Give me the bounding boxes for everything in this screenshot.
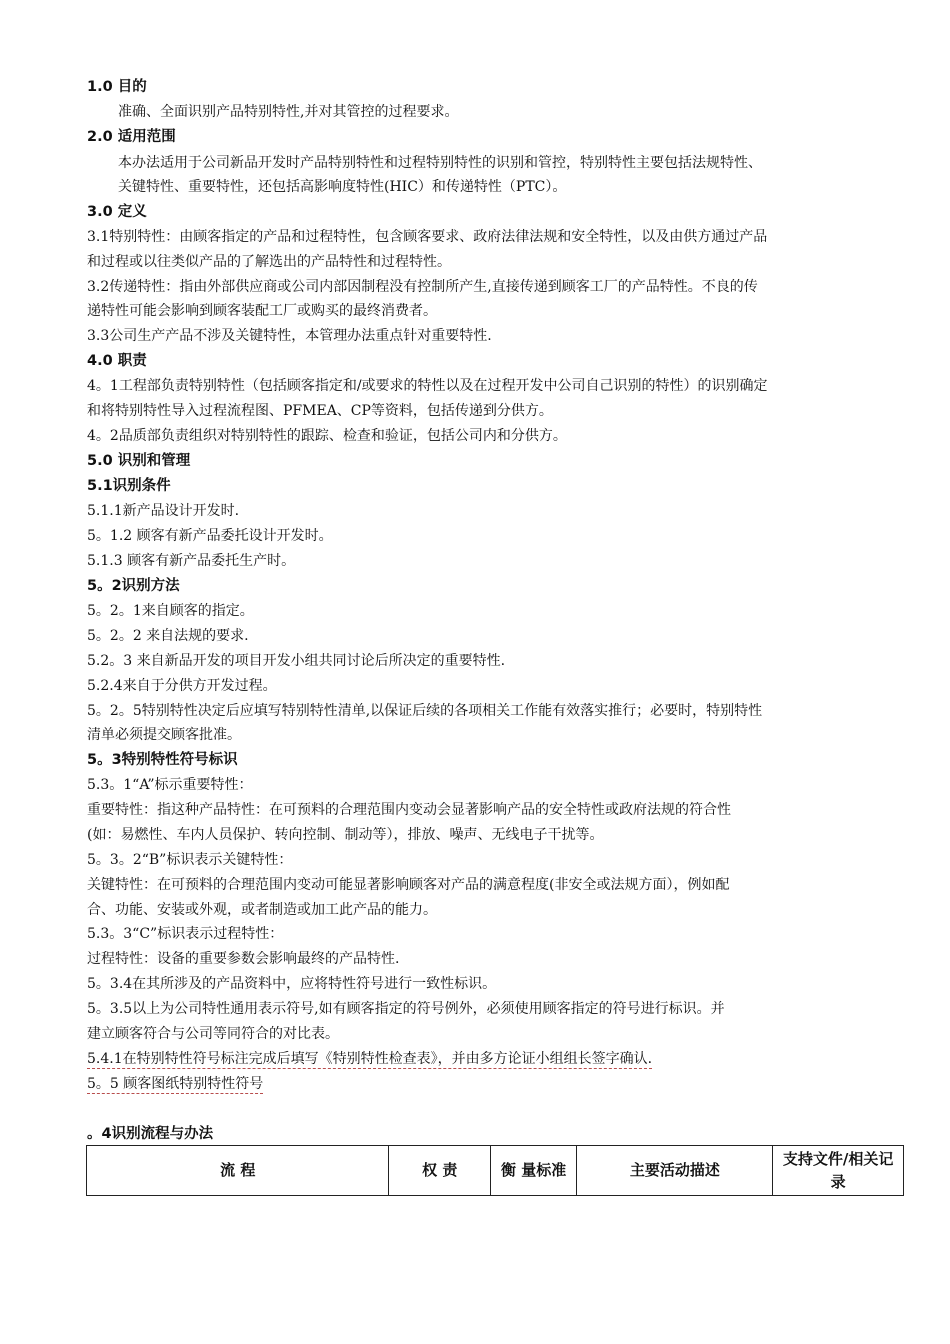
item-5-3-5-line-1: 5。3.5以上为公司特性通用表示符号,如有顾客指定的符号例外，必须使用顾客指定的符号进行标识。并 [87, 1001, 725, 1017]
item-5-2-5-line-1: 5。2。5特别特性决定后应填写特别特性清单,以保证后续的各项相关工作能有效落实推行；必要时，特别特性 [87, 703, 763, 719]
heading-5-3: 5。3特别特性符号标识 [87, 752, 238, 768]
item-5-2-4: 5.2.4来自于分供方开发过程。 [87, 678, 277, 694]
heading-5-2: 5。2识别方法 [87, 578, 180, 594]
responsibility-4-1-line-1: 4。1工程部负责特别特性（包括顾客指定和/或要求的特性以及在过程开发中公司自己识别的特性）的识别确定 [87, 378, 768, 394]
item-5-2-1: 5。2。1来自顾客的指定。 [87, 603, 254, 619]
heading-purpose: 1.0 目的 [87, 79, 147, 95]
item-5-3-1: 5.3。1“A”标示重要特性： [87, 777, 253, 793]
heading-scope: 2.0 适用范围 [87, 129, 176, 145]
definition-3-1-line-1: 3.1特别特性：由顾客指定的产品和过程特性，包含顾客要求、政府法律法规和安全特性，以及由供方通过产品 [87, 229, 768, 245]
item-5-4-1 [87, 1049, 652, 1069]
responsibility-4-1-line-2: 和将特别特性导入过程流程图、PFMEA、CP等资料，包括传递到分供方。 [87, 403, 553, 419]
header-responsibility: 权 责 [389, 1146, 490, 1196]
header-activity: 主要活动描述 [577, 1146, 773, 1196]
table-header-row [87, 1146, 904, 1196]
definition-3-2-line-2: 递特性可能会影响到顾客装配工厂或购买的最终消费者。 [87, 303, 437, 319]
scope-text-line-1: 本办法适用于公司新品开发时产品特别特性和过程特别特性的识别和管控，特别特性主要包括法规特性、 [118, 155, 762, 171]
item-5-2-3: 5.2。3 来自新品开发的项目开发小组共同讨论后所决定的重要特性. [87, 653, 506, 669]
item-5-2-2: 5。2。2 来自法规的要求. [87, 628, 249, 644]
item-5-4-1-text: 5.4.1在特别特性符号标注完成后填写《特别特性检查表》，并由多方论证小组组长签字确认. [87, 1051, 653, 1067]
item-5-5 [87, 1074, 263, 1094]
important-char-line-2: (如：易燃性、车内人员保护、转向控制、制动等），排放、噪声、无线电子干扰等。 [87, 827, 604, 843]
item-5-5-text: 5。5 顾客图纸特别特性符号 [87, 1076, 264, 1092]
heading-5-1: 5.1识别条件 [87, 478, 171, 494]
purpose-text: 准确、全面识别产品特别特性,并对其管控的过程要求。 [118, 104, 459, 120]
item-5-3-4: 5。3.4在其所涉及的产品资料中，应将特性符号进行一致性标识。 [87, 976, 497, 992]
item-5-1-2: 5。1.2 顾客有新产品委托设计开发时。 [87, 528, 333, 544]
process-char-text: 过程特性：设备的重要参数会影响最终的产品特性. [87, 951, 400, 967]
heading-definitions: 3.0 定义 [87, 204, 147, 220]
item-5-1-1: 5.1.1新产品设计开发时. [87, 503, 240, 519]
header-measure: 衡 量标准 [490, 1146, 576, 1196]
scope-text-line-2: 关键特性、重要特性，还包括高影响度特性(HIC）和传递特性（PTC）。 [118, 179, 567, 195]
heading-identification: 5.0 识别和管理 [87, 453, 191, 469]
item-5-3-2: 5。3。2“B”标识表示关键特性： [87, 852, 293, 868]
item-5-1-3: 5.1.3 顾客有新产品委托生产时。 [87, 553, 296, 569]
item-5-3-3: 5.3。3“C”标识表示过程特性： [87, 926, 284, 942]
heading-responsibilities: 4.0 职责 [87, 353, 147, 369]
flow-table [86, 1145, 904, 1196]
definition-3-2-line-1: 3.2传递特性：指由外部供应商或公司内部因制程没有控制所产生,直接传递到顾客工厂的产品特性。不良的传 [87, 279, 758, 295]
definition-3-3: 3.3公司生产产品不涉及关键特性，本管理办法重点针对重要特性. [87, 328, 492, 344]
header-records: 支持文件/相关记录 [773, 1146, 904, 1196]
important-char-line-1: 重要特性：指这种产品特性：在可预料的合理范围内变动会显著影响产品的安全特性或政府法规的符合性 [87, 802, 731, 818]
responsibility-4-2: 4。2品质部负责组织对特别特性的跟踪、检查和验证，包括公司内和分供方。 [87, 428, 567, 444]
definition-3-1-line-2: 和过程或以往类似产品的了解选出的产品特性和过程特性。 [87, 254, 451, 270]
key-char-line-2: 合、功能、安装或外观，或者制造或加工此产品的能力。 [87, 902, 437, 918]
item-5-2-5-line-2: 清单必须提交顾客批准。 [87, 727, 241, 743]
key-char-line-1: 关键特性：在可预料的合理范围内变动可能显著影响顾客对产品的满意程度(非安全或法规方面），例如配 [87, 877, 730, 893]
header-flow: 流 程 [87, 1146, 389, 1196]
item-5-3-5-line-2: 建立顾客符合与公司等同符合的对比表。 [87, 1026, 339, 1042]
heading-flow-method: 。4识别流程与办法 [87, 1126, 214, 1142]
